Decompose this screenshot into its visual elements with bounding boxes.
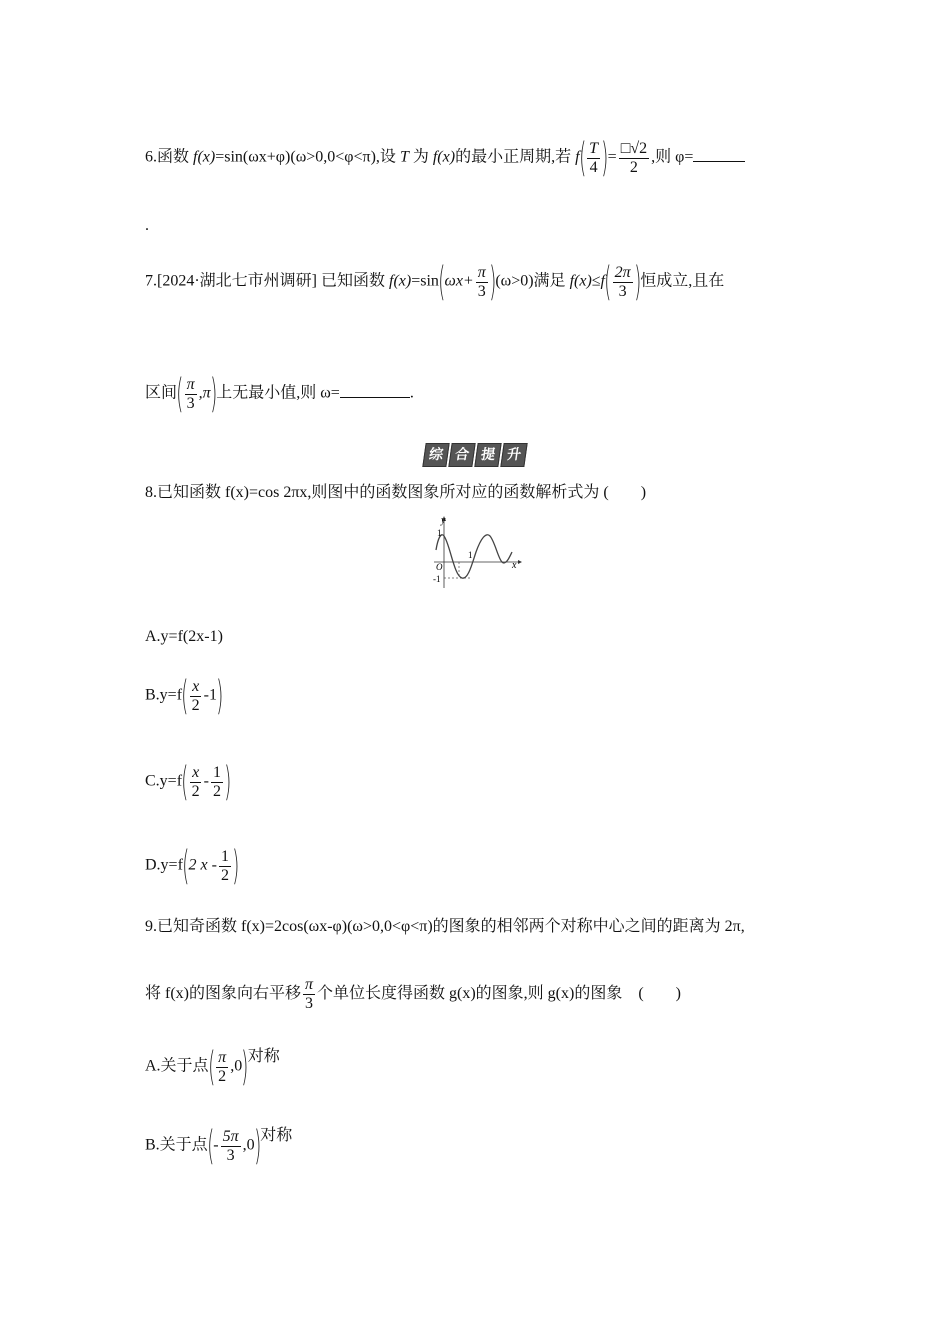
q9-shift-fraction — [303, 976, 315, 1013]
q8-c-fraction1 — [190, 764, 202, 801]
q7-line2-end: . — [409, 384, 414, 402]
q9-b-tail: ,0 — [242, 1136, 255, 1154]
right-paren: ) — [633, 259, 641, 305]
q7-pi-fraction — [476, 264, 488, 301]
y-tick-one: 1 — [437, 528, 442, 538]
q7-f2-denominator: 3 — [618, 282, 627, 300]
q7-f2-fraction — [613, 264, 633, 301]
q8-d-fraction — [219, 848, 231, 885]
q9-a-end: 对称 — [247, 1048, 280, 1065]
q7-fx2: f(x)≤f — [569, 272, 605, 290]
q9-b-end: 对称 — [260, 1127, 293, 1144]
q7-cond: (ω>0)满足 — [495, 272, 570, 290]
left-paren: ( — [176, 371, 184, 417]
q8-b-tail: -1 — [203, 686, 217, 704]
q6-fraction — [587, 140, 600, 177]
right-paren: ) — [253, 1123, 261, 1169]
q7-line2 — [145, 371, 414, 417]
q6-line — [145, 135, 745, 181]
q7-pi-denominator: 3 — [477, 282, 486, 300]
q8-b-fraction — [190, 678, 202, 715]
q9-line2 — [145, 976, 681, 1013]
q6-rhs-fraction — [619, 140, 649, 177]
left-paren: ( — [207, 1044, 215, 1090]
q8-option-c[interactable] — [145, 759, 232, 805]
q9-b-prefix: B.关于点 — [145, 1136, 208, 1154]
banner-char: 综 — [422, 443, 449, 467]
q6-fx: f(x) — [193, 148, 216, 166]
q8-d-prefix: D.y=f — [145, 856, 183, 874]
origin-label: O — [436, 562, 443, 572]
q6-answer-blank[interactable] — [693, 147, 745, 162]
q6-mid2: 为 — [408, 148, 433, 166]
q6-eq: = — [607, 148, 617, 166]
q9-a-fraction — [216, 1049, 228, 1086]
q6-rhs-denominator: 2 — [629, 158, 638, 176]
left-paren: ( — [206, 1123, 215, 1169]
q9-a-prefix: A.关于点 — [145, 1057, 209, 1075]
q8-b-numerator: x — [192, 677, 200, 695]
q7-tail: 恒成立,且在 — [640, 272, 725, 290]
q7-f2-numerator: 2π — [614, 263, 631, 281]
q8-c-numerator2: 1 — [212, 763, 221, 781]
left-paren: ( — [438, 259, 446, 305]
q9-b-numerator: 5π — [222, 1127, 239, 1145]
q7-fx: f(x) — [389, 272, 412, 290]
right-paren: ) — [241, 1044, 249, 1090]
q6-prefix: 6.函数 — [145, 148, 194, 166]
q8-function-graph — [432, 514, 524, 592]
q6-f: f — [575, 148, 580, 166]
q7-eq: =sin — [411, 272, 439, 290]
q6-fx2: f(x) — [432, 148, 456, 166]
q8-d-mid: 2 x - — [188, 856, 217, 874]
q8-option-b[interactable] — [145, 673, 224, 719]
x-tick-one: 1 — [468, 550, 473, 560]
q9-option-a[interactable] — [145, 1044, 280, 1090]
section-banner — [424, 443, 526, 467]
q7-inner: ωx+ — [444, 272, 474, 290]
right-paren: ) — [601, 135, 609, 181]
q9-line2-prefix: 将 f(x)的图象向右平移 — [145, 985, 301, 1003]
q8-d-denominator: 2 — [220, 866, 229, 884]
q9-line1: 9.已知奇函数 f(x)=2cos(ωx-φ)(ω>0,0<φ<π)的图象的相邻两个对称中心之间的距离为 2π, — [145, 918, 745, 935]
q7-prefix: 7.[2024·湖北七市州调研] 已知函数 — [145, 272, 389, 290]
q9-b-minus: - — [213, 1136, 219, 1154]
q8-option-a[interactable]: A.y=f(2x-1) — [145, 628, 223, 645]
q9-b-fraction — [221, 1128, 241, 1165]
q6-rhs-numerator: □√2 — [620, 139, 648, 157]
q7-line2-mid: 上无最小值,则 ω= — [216, 384, 340, 402]
q6-tail: ,则 φ= — [651, 148, 694, 166]
q8-c-denominator2: 2 — [212, 782, 221, 800]
left-paren: ( — [181, 759, 189, 805]
q9-a-tail: ,0 — [230, 1057, 243, 1075]
q8-question: 8.已知函数 f(x)=cos 2πx,则图中的函数图象所对应的函数解析式为 ( ) — [145, 484, 647, 501]
q8-c-prefix: C.y=f — [145, 772, 183, 790]
q7-answer-blank[interactable] — [340, 383, 410, 398]
q7-int-numerator: π — [186, 375, 195, 393]
q9-line2-tail: 个单位长度得函数 g(x)的图象,则 g(x)的图象 ( ) — [317, 985, 681, 1003]
left-paren: ( — [604, 259, 612, 305]
q7-pi-numerator: π — [477, 263, 486, 281]
q8-c-denominator1: 2 — [191, 782, 200, 800]
y-tick-neg-one: -1 — [433, 574, 441, 584]
q8-c-fraction2 — [211, 764, 223, 801]
cosine-curve — [436, 535, 512, 578]
left-paren: ( — [578, 135, 586, 181]
q9-a-denominator: 2 — [218, 1067, 227, 1085]
q7-line2-prefix: 区间 — [145, 384, 178, 402]
x-axis-arrow-icon — [518, 560, 522, 564]
q9-a-numerator: π — [218, 1048, 227, 1066]
q7-int-denominator: 3 — [186, 394, 195, 412]
q9-option-b[interactable] — [145, 1123, 293, 1169]
banner-char: 合 — [448, 443, 475, 467]
right-paren: ) — [209, 371, 217, 417]
y-axis-label: y — [441, 515, 446, 526]
q8-c-numerator1: x — [192, 763, 200, 781]
q7-line1 — [145, 259, 725, 305]
q6-frac-denominator: 4 — [589, 158, 598, 176]
q8-c-op: - — [203, 772, 209, 790]
q9-shift-numerator: π — [305, 976, 314, 993]
q8-b-denominator: 2 — [191, 696, 200, 714]
left-paren: ( — [182, 843, 190, 889]
q8-d-numerator: 1 — [220, 847, 229, 865]
left-paren: ( — [181, 673, 189, 719]
right-paren: ) — [224, 759, 232, 805]
banner-char: 升 — [500, 443, 527, 467]
x-axis-label: x — [512, 560, 517, 571]
right-paren: ) — [489, 259, 497, 305]
right-paren: ) — [216, 673, 224, 719]
q7-int-tail: ,π — [198, 384, 211, 402]
banner-char: 提 — [474, 443, 501, 467]
q6-mid: =sin(ωx+φ)(ω>0,0<φ<π),设 — [215, 148, 400, 166]
q6-T: T — [399, 148, 409, 166]
q7-interval-fraction — [185, 376, 197, 413]
q9-b-denominator: 3 — [226, 1146, 235, 1164]
q8-option-d[interactable] — [145, 843, 240, 889]
q6-frac-numerator: T — [589, 139, 599, 157]
q8-b-prefix: B.y=f — [145, 686, 183, 704]
q9-shift-denominator: 3 — [305, 995, 313, 1012]
q6-dot: . — [145, 217, 149, 234]
right-paren: ) — [232, 843, 240, 889]
q6-mid3: 的最小正周期,若 — [455, 148, 576, 166]
